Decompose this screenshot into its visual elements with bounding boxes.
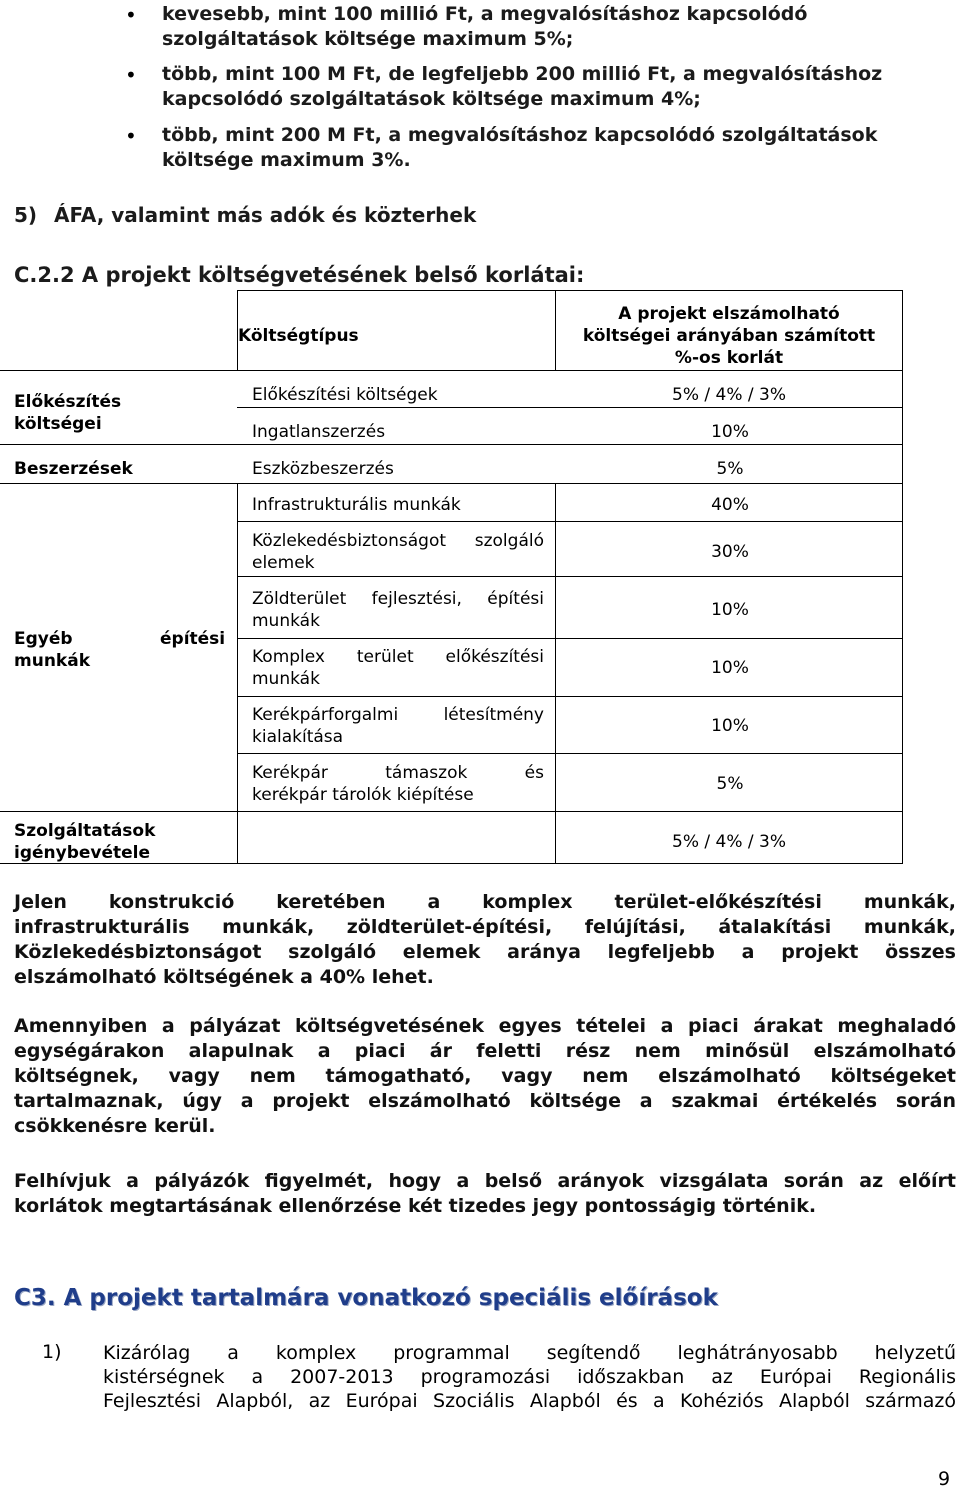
bullet-line: több, mint 200 M Ft, a megvalósításhoz kapcsolódó szolgáltatások bbox=[162, 124, 878, 146]
cost-item: kerékpár tárolók kiépítése bbox=[252, 785, 474, 805]
para-line: Közlekedésbiztonságot szolgáló elemek aránya legfeljebb a projekt összes bbox=[14, 941, 956, 963]
bullet-line: költsége maximum 3%. bbox=[162, 149, 411, 171]
cost-item: Zöldterület fejlesztési, építési bbox=[252, 589, 544, 609]
bullet-line: kevesebb, mint 100 millió Ft, a megvalósításhoz kapcsolódó bbox=[162, 3, 808, 25]
category-egyeb: munkák bbox=[14, 651, 91, 671]
para-line: egységárakon alapulnak a piaci ár feletti rész nem minősül elszámolható bbox=[14, 1040, 956, 1062]
cost-item: munkák bbox=[252, 669, 320, 689]
para-line: költségnek, vagy nem támogatható, vagy nem elszámolható költségeket bbox=[14, 1065, 956, 1087]
bullet-dot: • bbox=[125, 124, 137, 148]
bullet-dot: • bbox=[125, 3, 137, 27]
limit-value: 5% / 4% / 3% bbox=[672, 385, 786, 405]
header-limit-line: költségei arányában számított bbox=[582, 326, 876, 346]
item-number: 1) bbox=[42, 1341, 62, 1363]
paragraph-felhivjuk bbox=[14, 1169, 956, 1219]
section-title: ÁFA, valamint más adók és közterhek bbox=[54, 203, 477, 227]
para-line: elszámolható költségének a 40% lehet. bbox=[14, 966, 434, 988]
item-line: Fejlesztési Alapból, az Európai Szociális Alapból és a Kohéziós Alapból származó bbox=[103, 1390, 956, 1412]
c22-heading: C.2.2 A projekt költségvetésének belső korlátai: bbox=[14, 263, 585, 287]
limit-value: 5% bbox=[716, 774, 744, 794]
para-line: Felhívjuk a pályázók figyelmét, hogy a belső arányok vizsgálata során az előírt bbox=[14, 1170, 956, 1192]
limit-value: 40% bbox=[711, 495, 749, 515]
para-line: korlátok megtartásának ellenőrzése két tizedes jegy pontosságig történik. bbox=[14, 1195, 817, 1217]
limit-value: 10% bbox=[711, 658, 749, 678]
section-number: 5) bbox=[14, 203, 38, 227]
para-line: Jelen konstrukció keretében a komplex terület-előkészítési munkák, bbox=[14, 891, 956, 913]
item-1-text bbox=[103, 1341, 956, 1413]
limit-value: 10% bbox=[711, 422, 749, 442]
c3-heading: C3. A projekt tartalmára vonatkozó speciális előírások bbox=[14, 1285, 718, 1311]
paragraph-piaci-ar bbox=[14, 1014, 956, 1139]
header-limit-line: A projekt elszámolható bbox=[618, 304, 840, 324]
category-elokeszites: Előkészítés bbox=[14, 392, 122, 412]
category-egyeb: építési bbox=[160, 629, 226, 649]
header-limit-line: %-os korlát bbox=[674, 348, 784, 368]
cost-item: elemek bbox=[252, 553, 315, 573]
page-number: 9 bbox=[938, 1468, 951, 1490]
cost-item: kialakítása bbox=[252, 727, 344, 747]
para-line: csökkenésre kerül. bbox=[14, 1115, 216, 1137]
item-line: kistérségnek a 2007-2013 programozási időszakban az Európai Regionális bbox=[103, 1366, 956, 1388]
paragraph-konstrukcio bbox=[14, 890, 956, 990]
limit-value: 5% / 4% / 3% bbox=[672, 832, 786, 852]
limit-value: 10% bbox=[711, 716, 749, 736]
category-szolgaltatasok: Szolgáltatások bbox=[14, 821, 156, 841]
para-line: Amennyiben a pályázat költségvetésének egyes tételei a piaci árakat meghaladó bbox=[14, 1015, 956, 1037]
cost-item: Eszközbeszerzés bbox=[252, 459, 394, 479]
category-szolgaltatasok: igénybevétele bbox=[14, 843, 151, 863]
category-elokeszites: költségei bbox=[14, 414, 102, 434]
cost-item: Komplex terület előkészítési bbox=[252, 647, 544, 667]
limit-value: 30% bbox=[711, 542, 749, 562]
cost-item: Ingatlanszerzés bbox=[252, 422, 386, 442]
cost-item: munkák bbox=[252, 611, 320, 631]
cost-item: Kerékpárforgalmi létesítmény bbox=[252, 705, 544, 725]
category-beszerzesek: Beszerzések bbox=[14, 459, 133, 479]
category-egyeb: Egyéb bbox=[14, 629, 73, 649]
header-cost-type: Költségtípus bbox=[238, 326, 359, 346]
para-line: tartalmaznak, úgy a projekt elszámolható költsége a szakmai értékelés során bbox=[14, 1090, 956, 1112]
para-line: infrastrukturális munkák, zöldterület-építési, felújítási, átalakítási munkák, bbox=[14, 916, 956, 938]
bullet-dot: • bbox=[125, 63, 137, 87]
bullet-line: több, mint 100 M Ft, de legfeljebb 200 millió Ft, a megvalósításhoz bbox=[162, 63, 883, 85]
limit-value: 5% bbox=[716, 459, 744, 479]
bullet-line: szolgáltatások költsége maximum 5%; bbox=[162, 28, 574, 50]
cost-item: Kerékpár támaszok és bbox=[252, 763, 544, 783]
limit-value: 10% bbox=[711, 600, 749, 620]
cost-item: Közlekedésbiztonságot szolgáló bbox=[252, 531, 544, 551]
item-line: Kizárólag a komplex programmal segítendő leghátrányosabb helyzetű bbox=[103, 1342, 956, 1364]
bullet-line: kapcsolódó szolgáltatások költsége maximum 4%; bbox=[162, 88, 701, 110]
cost-item: Előkészítési költségek bbox=[252, 385, 438, 405]
cost-item: Infrastrukturális munkák bbox=[252, 495, 461, 515]
